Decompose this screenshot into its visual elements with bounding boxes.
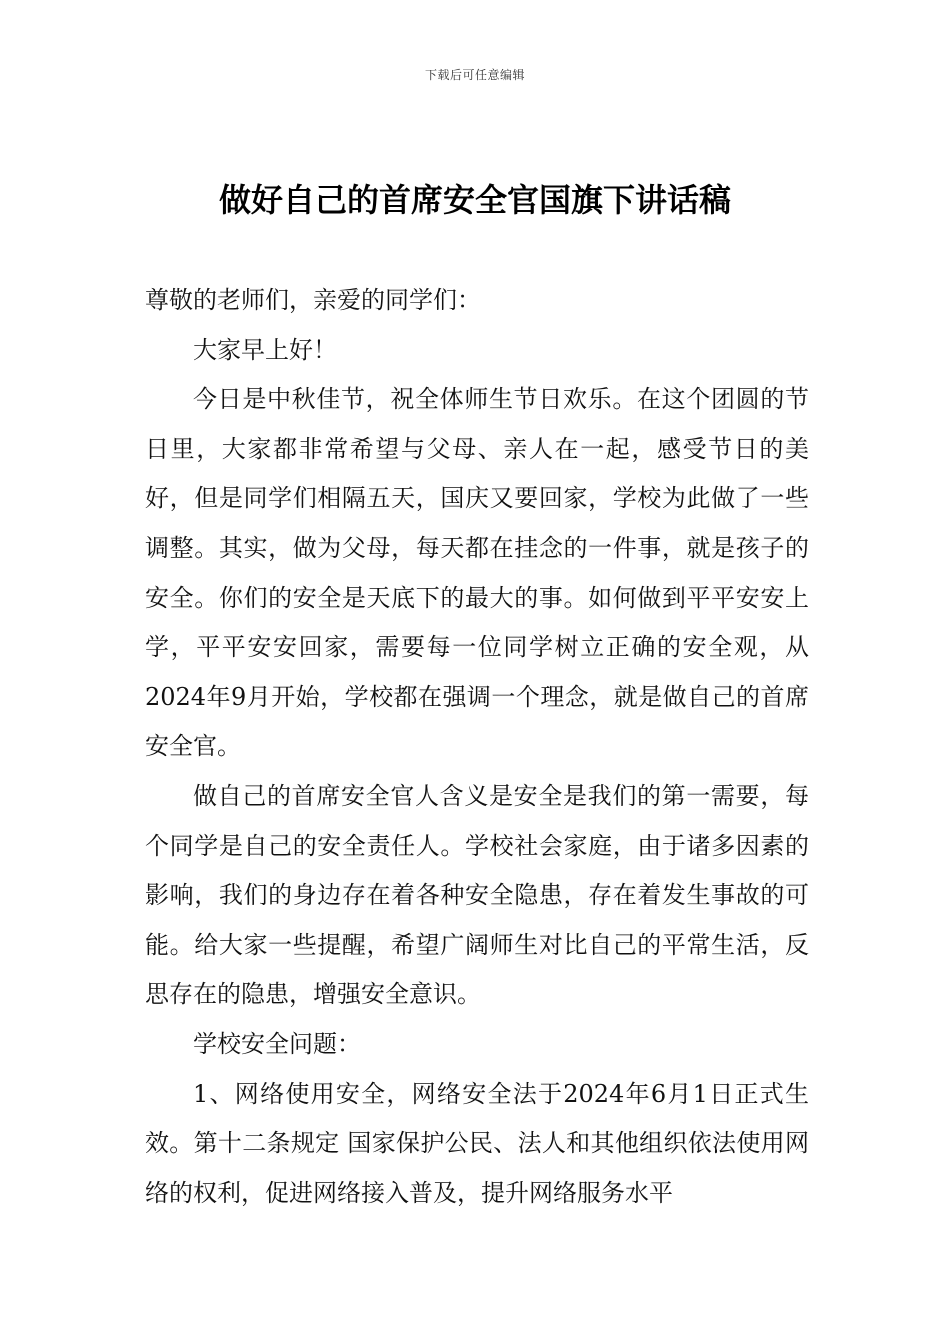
document-title: 做好自己的首席安全官国旗下讲话稿 <box>218 181 731 219</box>
paragraph-greeting: 大家早上好！ <box>193 335 337 364</box>
paragraph-intro: 今日是中秋佳节，祝全体师生节日欢乐。在这个团圆的节日里，大家都非常希望与父母、亲人在一起，感受节日的美好，但是同学们相隔五天，国庆又要回家，学校为此做了一些调整。其实，做为父母，每天都在挂念的一件事，就是孩子的安全。你们的安全是天底下的最大的事。如何做到平平安安上学，平平安安回家，需要每一位同学树立正确的安全观，从2024年9月开始，学校都在强调一个理念，就是做自己的首席安全官。 <box>145 385 809 761</box>
header-note: 下载后可任意编辑 <box>424 68 525 82</box>
document-body <box>145 276 809 1218</box>
salutation: 尊敬的老师们，亲爱的同学们： <box>145 286 481 314</box>
paragraph-school-safety-heading: 学校安全问题： <box>193 1029 361 1058</box>
paragraph-network-safety: 1、网络使用安全，网络安全法于2024年6月1日正式生效。第十二条规定 国家保护公民、法人和其他组织依法使用网络的权利，促进网络接入普及，提升网络服务水平 <box>145 1079 809 1207</box>
paragraph-meaning: 做自己的首席安全官人含义是安全是我们的第一需要，每个同学是自己的安全责任人。学校社会家庭，由于诸多因素的影响，我们的身边存在着各种安全隐患，存在着发生事故的可能。给大家一些提醒，希望广阔师生对比自己的平常生活，反思存在的隐患，增强安全意识。 <box>145 781 809 1009</box>
